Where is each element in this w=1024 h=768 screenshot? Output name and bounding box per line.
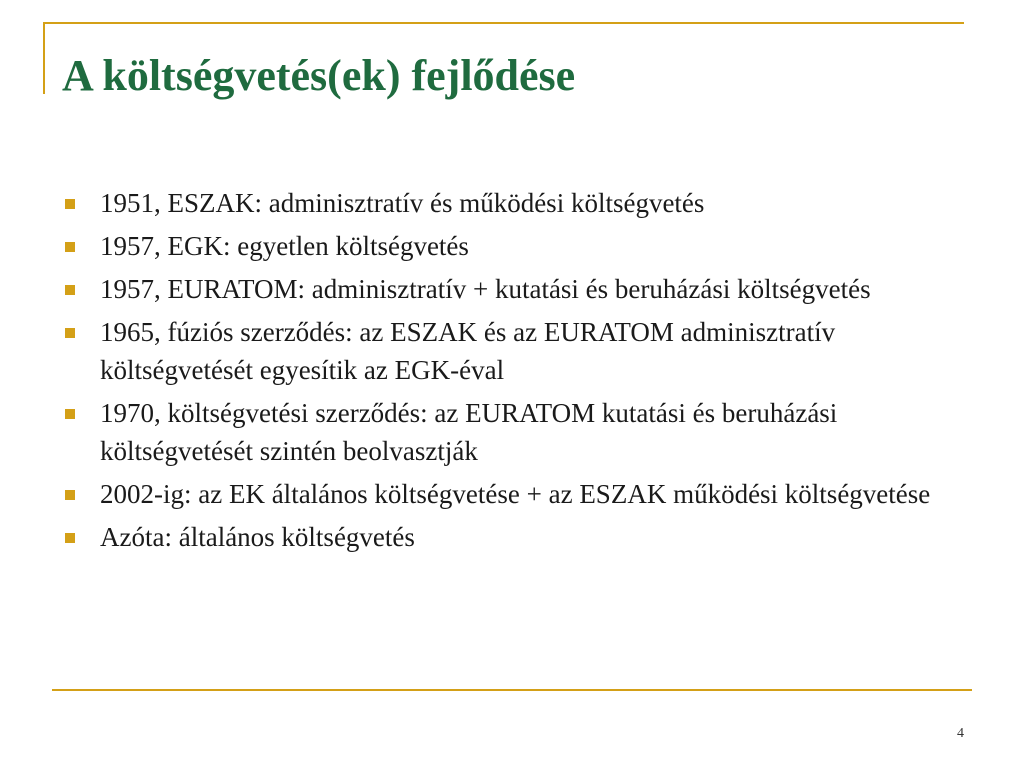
square-bullet-icon bbox=[65, 490, 75, 500]
square-bullet-icon bbox=[65, 242, 75, 252]
square-bullet-icon bbox=[65, 328, 75, 338]
slide-title: A költségvetés(ek) fejlődése bbox=[62, 51, 576, 100]
bullet-item bbox=[62, 227, 982, 265]
footer-divider bbox=[52, 689, 972, 691]
bullet-item bbox=[62, 184, 982, 222]
bullet-item bbox=[62, 313, 982, 389]
square-bullet-icon bbox=[65, 409, 75, 419]
bullet-text: 1957, EGK: egyetlen költségvetés bbox=[100, 231, 469, 261]
square-bullet-icon bbox=[65, 199, 75, 209]
bullet-item bbox=[62, 270, 982, 308]
bullet-item bbox=[62, 518, 982, 556]
bullet-text: Azóta: általános költségvetés bbox=[100, 522, 415, 552]
square-bullet-icon bbox=[65, 533, 75, 543]
page-number: 4 bbox=[957, 726, 964, 741]
frame-corner-vertical bbox=[43, 22, 45, 94]
frame-corner-horizontal bbox=[43, 22, 964, 24]
bullet-text: 1970, költségvetési szerződés: az EURATOM kutatási és beruházási költségvetését szintén beolvasztják bbox=[100, 398, 838, 466]
bullet-text: 1965, fúziós szerződés: az ESZAK és az EURATOM adminisztratív költségvetését egyesítik az EGK-éval bbox=[100, 317, 836, 385]
bullet-list bbox=[62, 184, 982, 561]
bullet-text: 2002-ig: az EK általános költségvetése + az ESZAK működési költségvetése bbox=[100, 479, 931, 509]
bullet-item bbox=[62, 475, 982, 513]
bullet-item bbox=[62, 394, 982, 470]
bullet-text: 1957, EURATOM: adminisztratív + kutatási és beruházási költségvetés bbox=[100, 274, 871, 304]
square-bullet-icon bbox=[65, 285, 75, 295]
bullet-text: 1951, ESZAK: adminisztratív és működési költségvetés bbox=[100, 188, 705, 218]
